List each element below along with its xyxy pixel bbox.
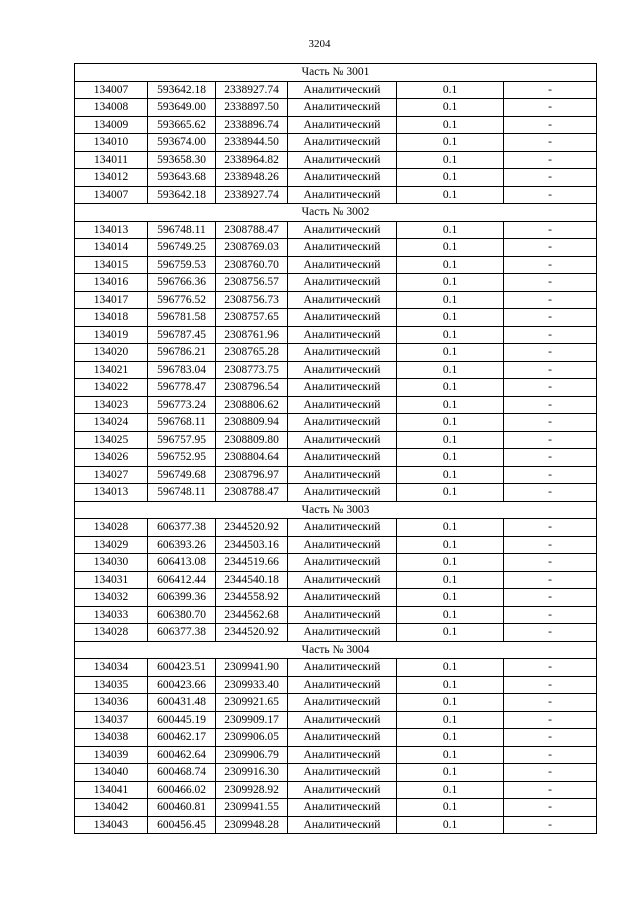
method-cell: Аналитический xyxy=(288,816,397,834)
method-cell: Аналитический xyxy=(288,711,397,729)
section-title: Часть № 3002 xyxy=(75,204,597,222)
point-number-cell: 134018 xyxy=(75,309,148,327)
table-row xyxy=(75,536,597,554)
method-cell: Аналитический xyxy=(288,519,397,537)
table-row xyxy=(75,589,597,607)
y-coordinate-cell: 2344503.16 xyxy=(216,536,288,554)
y-coordinate-cell: 2308796.97 xyxy=(216,466,288,484)
point-number-cell: 134019 xyxy=(75,326,148,344)
x-coordinate-cell: 593642.18 xyxy=(148,81,216,99)
y-coordinate-cell: 2344520.92 xyxy=(216,519,288,537)
note-cell: - xyxy=(504,711,597,729)
method-cell: Аналитический xyxy=(288,414,397,432)
point-number-cell: 134014 xyxy=(75,239,148,257)
table-row xyxy=(75,711,597,729)
table-row xyxy=(75,414,597,432)
table-row xyxy=(75,361,597,379)
accuracy-cell: 0.1 xyxy=(397,536,504,554)
y-coordinate-cell: 2338964.82 xyxy=(216,151,288,169)
note-cell: - xyxy=(504,239,597,257)
table-row xyxy=(75,676,597,694)
x-coordinate-cell: 606412.44 xyxy=(148,571,216,589)
x-coordinate-cell: 606413.08 xyxy=(148,554,216,572)
y-coordinate-cell: 2338948.26 xyxy=(216,169,288,187)
x-coordinate-cell: 606393.26 xyxy=(148,536,216,554)
y-coordinate-cell: 2344519.66 xyxy=(216,554,288,572)
table-row xyxy=(75,571,597,589)
point-number-cell: 134024 xyxy=(75,414,148,432)
table-row xyxy=(75,291,597,309)
method-cell: Аналитический xyxy=(288,729,397,747)
point-number-cell: 134031 xyxy=(75,571,148,589)
point-number-cell: 134040 xyxy=(75,764,148,782)
note-cell: - xyxy=(504,519,597,537)
x-coordinate-cell: 596766.36 xyxy=(148,274,216,292)
y-coordinate-cell: 2338897.50 xyxy=(216,99,288,117)
point-number-cell: 134030 xyxy=(75,554,148,572)
y-coordinate-cell: 2309921.65 xyxy=(216,694,288,712)
x-coordinate-cell: 600460.81 xyxy=(148,799,216,817)
note-cell: - xyxy=(504,326,597,344)
accuracy-cell: 0.1 xyxy=(397,449,504,467)
accuracy-cell: 0.1 xyxy=(397,256,504,274)
x-coordinate-cell: 596748.11 xyxy=(148,484,216,502)
table-row xyxy=(75,309,597,327)
table-row xyxy=(75,344,597,362)
y-coordinate-cell: 2308788.47 xyxy=(216,484,288,502)
table-row xyxy=(75,396,597,414)
accuracy-cell: 0.1 xyxy=(397,554,504,572)
accuracy-cell: 0.1 xyxy=(397,764,504,782)
accuracy-cell: 0.1 xyxy=(397,186,504,204)
table-body xyxy=(75,64,597,834)
method-cell: Аналитический xyxy=(288,431,397,449)
x-coordinate-cell: 596759.53 xyxy=(148,256,216,274)
note-cell: - xyxy=(504,589,597,607)
y-coordinate-cell: 2309933.40 xyxy=(216,676,288,694)
y-coordinate-cell: 2344562.68 xyxy=(216,606,288,624)
point-number-cell: 134037 xyxy=(75,711,148,729)
x-coordinate-cell: 596773.24 xyxy=(148,396,216,414)
point-number-cell: 134015 xyxy=(75,256,148,274)
note-cell: - xyxy=(504,606,597,624)
note-cell: - xyxy=(504,466,597,484)
table-row xyxy=(75,274,597,292)
coordinates-table xyxy=(74,63,597,834)
note-cell: - xyxy=(504,379,597,397)
point-number-cell: 134025 xyxy=(75,431,148,449)
point-number-cell: 134008 xyxy=(75,99,148,117)
table-row xyxy=(75,431,597,449)
method-cell: Аналитический xyxy=(288,466,397,484)
method-cell: Аналитический xyxy=(288,81,397,99)
point-number-cell: 134027 xyxy=(75,466,148,484)
y-coordinate-cell: 2308809.94 xyxy=(216,414,288,432)
section-header-row xyxy=(75,641,597,659)
point-number-cell: 134028 xyxy=(75,519,148,537)
point-number-cell: 134028 xyxy=(75,624,148,642)
x-coordinate-cell: 593658.30 xyxy=(148,151,216,169)
x-coordinate-cell: 596752.95 xyxy=(148,449,216,467)
note-cell: - xyxy=(504,221,597,239)
y-coordinate-cell: 2308756.73 xyxy=(216,291,288,309)
note-cell: - xyxy=(504,309,597,327)
method-cell: Аналитический xyxy=(288,239,397,257)
method-cell: Аналитический xyxy=(288,676,397,694)
point-number-cell: 134039 xyxy=(75,746,148,764)
page-number: 3204 xyxy=(308,38,331,50)
method-cell: Аналитический xyxy=(288,606,397,624)
table-row xyxy=(75,239,597,257)
y-coordinate-cell: 2308765.28 xyxy=(216,344,288,362)
x-coordinate-cell: 596787.45 xyxy=(148,326,216,344)
accuracy-cell: 0.1 xyxy=(397,606,504,624)
y-coordinate-cell: 2309941.55 xyxy=(216,799,288,817)
note-cell: - xyxy=(504,799,597,817)
x-coordinate-cell: 596748.11 xyxy=(148,221,216,239)
y-coordinate-cell: 2308760.70 xyxy=(216,256,288,274)
accuracy-cell: 0.1 xyxy=(397,414,504,432)
table-row xyxy=(75,694,597,712)
accuracy-cell: 0.1 xyxy=(397,361,504,379)
method-cell: Аналитический xyxy=(288,536,397,554)
method-cell: Аналитический xyxy=(288,221,397,239)
table-row xyxy=(75,484,597,502)
note-cell: - xyxy=(504,134,597,152)
point-number-cell: 134041 xyxy=(75,781,148,799)
section-header-row xyxy=(75,64,597,82)
table-row xyxy=(75,729,597,747)
accuracy-cell: 0.1 xyxy=(397,239,504,257)
table-row xyxy=(75,221,597,239)
point-number-cell: 134010 xyxy=(75,134,148,152)
note-cell: - xyxy=(504,116,597,134)
accuracy-cell: 0.1 xyxy=(397,134,504,152)
point-number-cell: 134043 xyxy=(75,816,148,834)
point-number-cell: 134016 xyxy=(75,274,148,292)
point-number-cell: 134036 xyxy=(75,694,148,712)
x-coordinate-cell: 600456.45 xyxy=(148,816,216,834)
note-cell: - xyxy=(504,536,597,554)
table-row xyxy=(75,169,597,187)
accuracy-cell: 0.1 xyxy=(397,291,504,309)
method-cell: Аналитический xyxy=(288,449,397,467)
section-header-row xyxy=(75,501,597,519)
method-cell: Аналитический xyxy=(288,99,397,117)
method-cell: Аналитический xyxy=(288,484,397,502)
method-cell: Аналитический xyxy=(288,186,397,204)
accuracy-cell: 0.1 xyxy=(397,274,504,292)
x-coordinate-cell: 596776.52 xyxy=(148,291,216,309)
x-coordinate-cell: 600445.19 xyxy=(148,711,216,729)
x-coordinate-cell: 596781.58 xyxy=(148,309,216,327)
accuracy-cell: 0.1 xyxy=(397,589,504,607)
method-cell: Аналитический xyxy=(288,554,397,572)
y-coordinate-cell: 2338927.74 xyxy=(216,81,288,99)
point-number-cell: 134035 xyxy=(75,676,148,694)
section-title: Часть № 3001 xyxy=(75,64,597,82)
note-cell: - xyxy=(504,256,597,274)
x-coordinate-cell: 600462.17 xyxy=(148,729,216,747)
method-cell: Аналитический xyxy=(288,291,397,309)
point-number-cell: 134026 xyxy=(75,449,148,467)
accuracy-cell: 0.1 xyxy=(397,431,504,449)
note-cell: - xyxy=(504,781,597,799)
method-cell: Аналитический xyxy=(288,361,397,379)
point-number-cell: 134021 xyxy=(75,361,148,379)
accuracy-cell: 0.1 xyxy=(397,746,504,764)
accuracy-cell: 0.1 xyxy=(397,151,504,169)
table-row xyxy=(75,764,597,782)
accuracy-cell: 0.1 xyxy=(397,326,504,344)
section-title: Часть № 3004 xyxy=(75,641,597,659)
y-coordinate-cell: 2308809.80 xyxy=(216,431,288,449)
y-coordinate-cell: 2308761.96 xyxy=(216,326,288,344)
point-number-cell: 134009 xyxy=(75,116,148,134)
note-cell: - xyxy=(504,729,597,747)
method-cell: Аналитический xyxy=(288,799,397,817)
accuracy-cell: 0.1 xyxy=(397,309,504,327)
note-cell: - xyxy=(504,571,597,589)
x-coordinate-cell: 593642.18 xyxy=(148,186,216,204)
y-coordinate-cell: 2344540.18 xyxy=(216,571,288,589)
x-coordinate-cell: 593649.00 xyxy=(148,99,216,117)
point-number-cell: 134038 xyxy=(75,729,148,747)
y-coordinate-cell: 2309916.30 xyxy=(216,764,288,782)
method-cell: Аналитический xyxy=(288,344,397,362)
note-cell: - xyxy=(504,676,597,694)
y-coordinate-cell: 2308806.62 xyxy=(216,396,288,414)
x-coordinate-cell: 600431.48 xyxy=(148,694,216,712)
accuracy-cell: 0.1 xyxy=(397,466,504,484)
accuracy-cell: 0.1 xyxy=(397,81,504,99)
point-number-cell: 134007 xyxy=(75,81,148,99)
method-cell: Аналитический xyxy=(288,624,397,642)
note-cell: - xyxy=(504,764,597,782)
x-coordinate-cell: 596768.11 xyxy=(148,414,216,432)
y-coordinate-cell: 2308788.47 xyxy=(216,221,288,239)
method-cell: Аналитический xyxy=(288,116,397,134)
table-row xyxy=(75,554,597,572)
y-coordinate-cell: 2309948.28 xyxy=(216,816,288,834)
note-cell: - xyxy=(504,554,597,572)
x-coordinate-cell: 596757.95 xyxy=(148,431,216,449)
accuracy-cell: 0.1 xyxy=(397,624,504,642)
accuracy-cell: 0.1 xyxy=(397,781,504,799)
method-cell: Аналитический xyxy=(288,326,397,344)
x-coordinate-cell: 596778.47 xyxy=(148,379,216,397)
y-coordinate-cell: 2308796.54 xyxy=(216,379,288,397)
accuracy-cell: 0.1 xyxy=(397,799,504,817)
y-coordinate-cell: 2309928.92 xyxy=(216,781,288,799)
table-row xyxy=(75,449,597,467)
note-cell: - xyxy=(504,816,597,834)
note-cell: - xyxy=(504,624,597,642)
note-cell: - xyxy=(504,396,597,414)
point-number-cell: 134034 xyxy=(75,659,148,677)
table-row xyxy=(75,81,597,99)
note-cell: - xyxy=(504,151,597,169)
x-coordinate-cell: 606399.36 xyxy=(148,589,216,607)
note-cell: - xyxy=(504,414,597,432)
accuracy-cell: 0.1 xyxy=(397,344,504,362)
accuracy-cell: 0.1 xyxy=(397,729,504,747)
note-cell: - xyxy=(504,186,597,204)
point-number-cell: 134011 xyxy=(75,151,148,169)
accuracy-cell: 0.1 xyxy=(397,659,504,677)
accuracy-cell: 0.1 xyxy=(397,484,504,502)
accuracy-cell: 0.1 xyxy=(397,519,504,537)
y-coordinate-cell: 2309906.05 xyxy=(216,729,288,747)
table-row xyxy=(75,256,597,274)
x-coordinate-cell: 600423.51 xyxy=(148,659,216,677)
point-number-cell: 134029 xyxy=(75,536,148,554)
x-coordinate-cell: 600466.02 xyxy=(148,781,216,799)
x-coordinate-cell: 593674.00 xyxy=(148,134,216,152)
note-cell: - xyxy=(504,291,597,309)
note-cell: - xyxy=(504,274,597,292)
accuracy-cell: 0.1 xyxy=(397,99,504,117)
method-cell: Аналитический xyxy=(288,169,397,187)
y-coordinate-cell: 2344520.92 xyxy=(216,624,288,642)
method-cell: Аналитический xyxy=(288,379,397,397)
table-row xyxy=(75,151,597,169)
y-coordinate-cell: 2344558.92 xyxy=(216,589,288,607)
note-cell: - xyxy=(504,169,597,187)
method-cell: Аналитический xyxy=(288,396,397,414)
point-number-cell: 134032 xyxy=(75,589,148,607)
x-coordinate-cell: 606380.70 xyxy=(148,606,216,624)
method-cell: Аналитический xyxy=(288,274,397,292)
y-coordinate-cell: 2308769.03 xyxy=(216,239,288,257)
accuracy-cell: 0.1 xyxy=(397,116,504,134)
section-title: Часть № 3003 xyxy=(75,501,597,519)
x-coordinate-cell: 593643.68 xyxy=(148,169,216,187)
x-coordinate-cell: 596749.25 xyxy=(148,239,216,257)
table-row xyxy=(75,116,597,134)
note-cell: - xyxy=(504,694,597,712)
y-coordinate-cell: 2309909.17 xyxy=(216,711,288,729)
accuracy-cell: 0.1 xyxy=(397,571,504,589)
point-number-cell: 134013 xyxy=(75,221,148,239)
table-row xyxy=(75,134,597,152)
table-row xyxy=(75,816,597,834)
point-number-cell: 134022 xyxy=(75,379,148,397)
point-number-cell: 134033 xyxy=(75,606,148,624)
y-coordinate-cell: 2308757.65 xyxy=(216,309,288,327)
accuracy-cell: 0.1 xyxy=(397,711,504,729)
accuracy-cell: 0.1 xyxy=(397,396,504,414)
point-number-cell: 134013 xyxy=(75,484,148,502)
table-row xyxy=(75,799,597,817)
method-cell: Аналитический xyxy=(288,659,397,677)
method-cell: Аналитический xyxy=(288,746,397,764)
note-cell: - xyxy=(504,484,597,502)
method-cell: Аналитический xyxy=(288,309,397,327)
method-cell: Аналитический xyxy=(288,694,397,712)
note-cell: - xyxy=(504,431,597,449)
note-cell: - xyxy=(504,81,597,99)
table-row xyxy=(75,326,597,344)
y-coordinate-cell: 2308773.75 xyxy=(216,361,288,379)
accuracy-cell: 0.1 xyxy=(397,169,504,187)
x-coordinate-cell: 596749.68 xyxy=(148,466,216,484)
method-cell: Аналитический xyxy=(288,571,397,589)
table-row xyxy=(75,99,597,117)
point-number-cell: 134012 xyxy=(75,169,148,187)
x-coordinate-cell: 600462.64 xyxy=(148,746,216,764)
section-header-row xyxy=(75,204,597,222)
table-row xyxy=(75,186,597,204)
table-row xyxy=(75,746,597,764)
accuracy-cell: 0.1 xyxy=(397,221,504,239)
accuracy-cell: 0.1 xyxy=(397,816,504,834)
y-coordinate-cell: 2308804.64 xyxy=(216,449,288,467)
note-cell: - xyxy=(504,659,597,677)
table-row xyxy=(75,379,597,397)
x-coordinate-cell: 596786.21 xyxy=(148,344,216,362)
table-row xyxy=(75,781,597,799)
y-coordinate-cell: 2338927.74 xyxy=(216,186,288,204)
point-number-cell: 134042 xyxy=(75,799,148,817)
point-number-cell: 134020 xyxy=(75,344,148,362)
x-coordinate-cell: 596783.04 xyxy=(148,361,216,379)
x-coordinate-cell: 600468.74 xyxy=(148,764,216,782)
note-cell: - xyxy=(504,99,597,117)
table-row xyxy=(75,466,597,484)
accuracy-cell: 0.1 xyxy=(397,379,504,397)
accuracy-cell: 0.1 xyxy=(397,676,504,694)
y-coordinate-cell: 2309941.90 xyxy=(216,659,288,677)
method-cell: Аналитический xyxy=(288,781,397,799)
method-cell: Аналитический xyxy=(288,151,397,169)
note-cell: - xyxy=(504,449,597,467)
note-cell: - xyxy=(504,344,597,362)
method-cell: Аналитический xyxy=(288,256,397,274)
table-row xyxy=(75,606,597,624)
table-row xyxy=(75,659,597,677)
note-cell: - xyxy=(504,746,597,764)
point-number-cell: 134023 xyxy=(75,396,148,414)
table-row xyxy=(75,519,597,537)
x-coordinate-cell: 606377.38 xyxy=(148,519,216,537)
y-coordinate-cell: 2338896.74 xyxy=(216,116,288,134)
y-coordinate-cell: 2308756.57 xyxy=(216,274,288,292)
x-coordinate-cell: 606377.38 xyxy=(148,624,216,642)
method-cell: Аналитический xyxy=(288,134,397,152)
point-number-cell: 134017 xyxy=(75,291,148,309)
point-number-cell: 134007 xyxy=(75,186,148,204)
y-coordinate-cell: 2309906.79 xyxy=(216,746,288,764)
method-cell: Аналитический xyxy=(288,764,397,782)
note-cell: - xyxy=(504,361,597,379)
y-coordinate-cell: 2338944.50 xyxy=(216,134,288,152)
method-cell: Аналитический xyxy=(288,589,397,607)
table-row xyxy=(75,624,597,642)
x-coordinate-cell: 593665.62 xyxy=(148,116,216,134)
accuracy-cell: 0.1 xyxy=(397,694,504,712)
x-coordinate-cell: 600423.66 xyxy=(148,676,216,694)
